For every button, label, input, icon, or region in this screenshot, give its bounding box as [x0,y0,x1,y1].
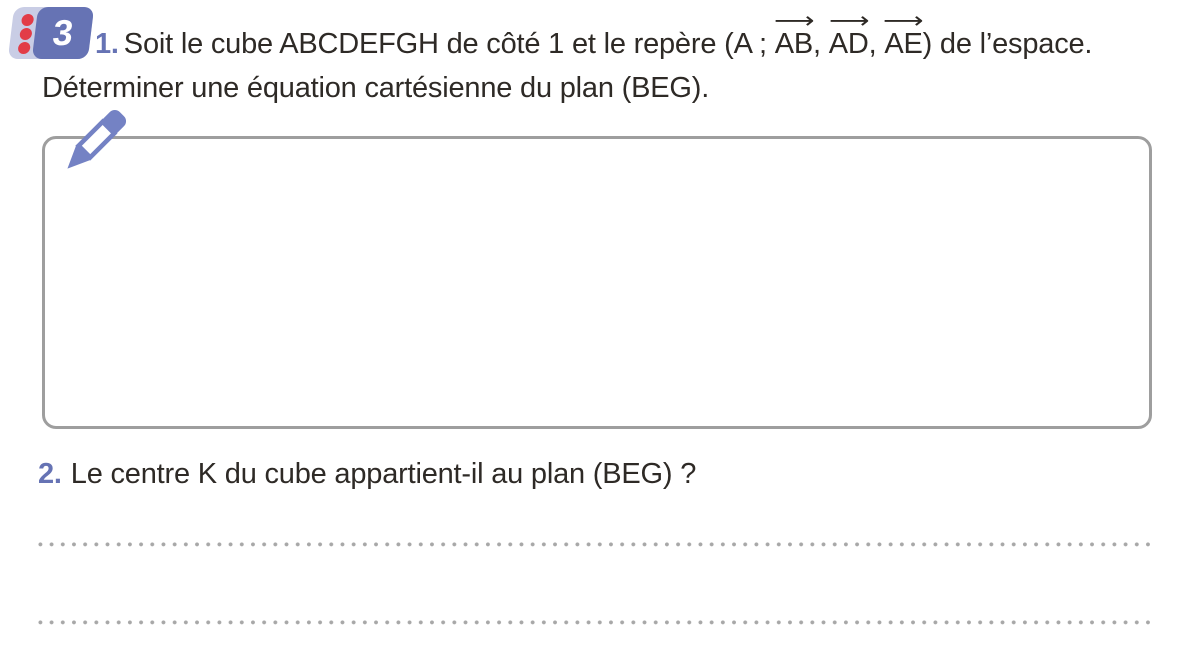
question-2-number: 2. [38,458,62,490]
vector-ab-label: AB [774,28,813,60]
question-1-line-1 [95,8,1093,62]
red-dot-icon [17,42,30,54]
vector-separator: , [812,28,829,60]
question-1-line-2: Déterminer une équation cartésienne du plan (BEG). [42,72,710,104]
vector-arrow-icon: ⟶ [773,8,814,34]
exercise-badge [8,7,94,59]
answer-dotted-line-1 [38,542,1156,547]
red-dot-icon [21,14,34,26]
vector-ad-label: AD [828,28,869,60]
question-1-number: 1. [95,28,119,60]
question-1-text-prefix: Soit le cube ABCDEFGH de côté 1 et le repère (A ; [123,28,775,60]
vector-arrow-icon: ⟶ [883,8,924,34]
vector-ae-label: AE [884,28,923,60]
pencil-icon [48,97,140,189]
vector-arrow-icon: ⟶ [828,8,869,34]
vector-ab [773,8,814,62]
question-1-text-suffix: ) de l’espace. [922,28,1093,60]
vector-separator: , [868,28,885,60]
vector-ae [883,8,924,62]
vector-ad [828,8,869,62]
answer-box [42,136,1152,429]
exercise-number: 3 [32,7,94,59]
answer-dotted-line-2 [38,620,1156,625]
red-dot-icon [19,28,32,40]
question-2-line [38,456,696,492]
question-2-text: Le centre K du cube appartient-il au plan (BEG) ? [70,458,697,490]
